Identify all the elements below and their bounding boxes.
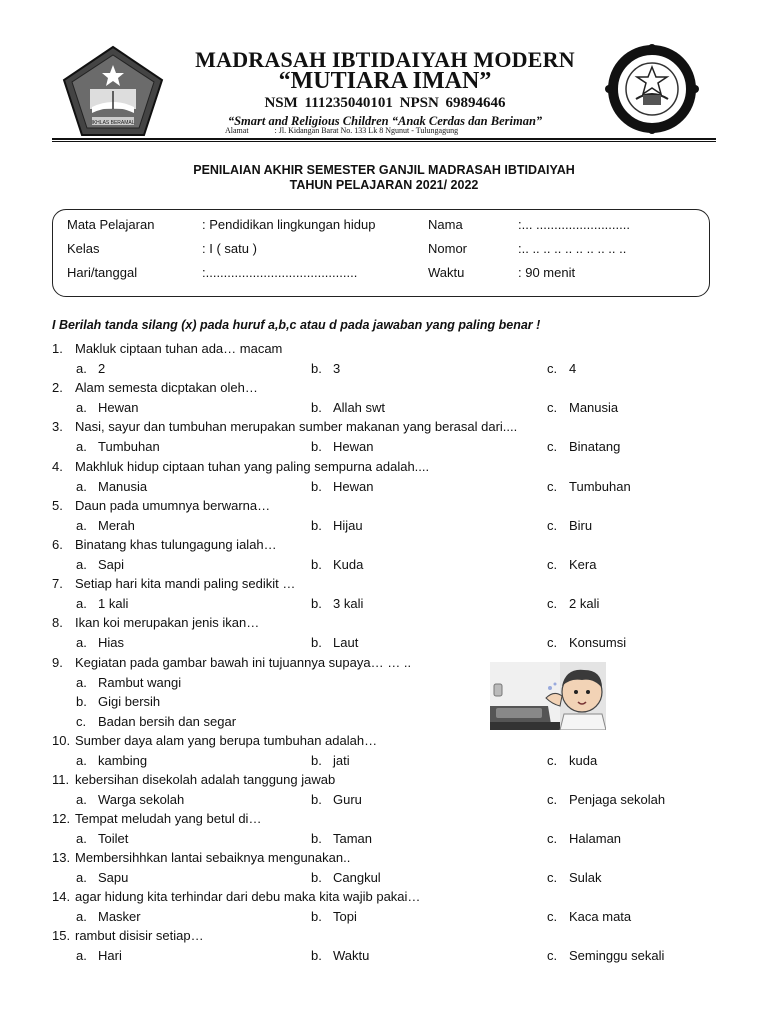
header-rule-thick (52, 138, 716, 140)
left-logo-caption: IKHLAS BERAMAL (91, 120, 135, 126)
question-number: 3. (52, 419, 63, 434)
question-text: agar hidung kita terhindar dari debu maka kita wajib pakai… (75, 889, 421, 904)
question-text: Kegiatan pada gambar bawah ini tujuannya supaya… … .. (75, 655, 412, 670)
address-value: : Jl. Kidangan Barat No. 133 Lk 8 Ngunut - Tulungagung (274, 126, 459, 135)
info-value: : Pendidikan lingkungan hidup (202, 217, 376, 232)
info-value: : 90 menit (518, 265, 576, 280)
option-a[interactable]: a. 1 kali (76, 596, 129, 611)
option-c[interactable]: c. Sulak (547, 870, 602, 885)
question-text: Makhluk hidup ciptaan tuhan yang paling sempurna adalah.... (75, 459, 430, 474)
question-text: Ikan koi merupakan jenis ikan… (75, 615, 260, 630)
option-a[interactable]: a. kambing (76, 753, 148, 768)
option-a[interactable]: a. Warga sekolah (76, 792, 185, 807)
child-washing-face-image (490, 662, 606, 730)
question-text: Sumber daya alam yang berupa tumbuhan adalah… (75, 733, 378, 748)
info-label: Hari/tanggal (67, 265, 138, 280)
info-row (53, 217, 709, 237)
question-text: Alam semesta dicptakan oleh… (75, 380, 258, 395)
option-a[interactable]: a. Hias (76, 635, 125, 650)
question-number: 15. (52, 928, 71, 943)
option-b[interactable]: b. 3 (311, 361, 341, 376)
exam-title-line2: TAHUN PELAJARAN 2021/ 2022 (289, 178, 479, 192)
question-number: 12. (52, 811, 71, 826)
option-b[interactable]: b. 3 kali (311, 596, 364, 611)
question-number: 5. (52, 498, 63, 513)
option-c[interactable]: c. Kaca mata (547, 909, 632, 924)
question-number: 4. (52, 459, 63, 474)
option-c[interactable]: c. Seminggu sekali (547, 948, 665, 963)
question-text: Nasi, sayur dan tumbuhan merupakan sumber makanan yang berasal dari.... (75, 419, 518, 434)
option-a[interactable]: a. Tumbuhan (76, 439, 160, 454)
option-c[interactable]: c. Penjaga sekolah (547, 792, 666, 807)
option-b[interactable]: b. Hewan (311, 479, 374, 494)
date-field[interactable]: :.......................................... (202, 265, 358, 280)
question-text: Makluk ciptaan tuhan ada… macam (75, 341, 283, 356)
info-label: Nomor (428, 241, 468, 256)
school-name-line1: MADRASAH IBTIDAIYAH MODERN (195, 47, 575, 72)
option-b[interactable]: b. Allah swt (311, 400, 386, 415)
option-b[interactable]: b. Guru (311, 792, 362, 807)
school-registration-numbers: NSM 111235040101 NPSN 69894646 (264, 95, 506, 111)
option-c[interactable]: c. Biru (547, 518, 593, 533)
student-info-box (52, 209, 710, 297)
option-b[interactable]: b. jati (311, 753, 350, 768)
option-c[interactable]: c. Badan bersih dan segar (76, 714, 237, 729)
option-c[interactable]: c. Halaman (547, 831, 622, 846)
question-number: 13. (52, 850, 71, 865)
question-text: Setiap hari kita mandi paling sedikit … (75, 576, 296, 591)
option-b[interactable]: b. Hijau (311, 518, 363, 533)
exam-title-line1: PENILAIAN AKHIR SEMESTER GANJIL MADRASAH IBTIDAIYAH (193, 163, 575, 177)
school-motto: “Smart and Religious Children “Anak Cerdas dan Beriman” (227, 114, 543, 128)
question-text: rambut disisir setiap… (75, 928, 204, 943)
school-address (225, 126, 458, 135)
option-b[interactable]: b. Gigi bersih (76, 694, 161, 709)
info-value: : I ( satu ) (202, 241, 257, 256)
option-c[interactable]: c. 2 kali (547, 596, 600, 611)
option-a[interactable]: a. Merah (76, 518, 135, 533)
kemenag-logo-icon (58, 43, 168, 139)
option-a[interactable]: a. Masker (76, 909, 141, 924)
question-number: 11. (52, 772, 70, 787)
address-label: Alamat (225, 126, 249, 135)
info-label: Waktu (428, 265, 465, 280)
option-c[interactable]: c. kuda (547, 753, 598, 768)
option-a[interactable]: a. Hari (76, 948, 122, 963)
number-field[interactable]: :.. .. .. .. .. .. .. .. .. .. (518, 241, 627, 256)
header-rule-thin (52, 141, 716, 142)
option-c[interactable]: c. Kera (547, 557, 597, 572)
option-c[interactable]: c. Manusia (547, 400, 619, 415)
option-a[interactable]: a. Toilet (76, 831, 129, 846)
question-text: Tempat meludah yang betul di… (75, 811, 262, 826)
option-c[interactable]: c. 4 (547, 361, 577, 376)
option-a[interactable]: a. Hewan (76, 400, 139, 415)
option-a[interactable]: a. Sapi (76, 557, 125, 572)
question-text: kebersihan disekolah adalah tanggung jawab (75, 772, 336, 787)
school-name-line2: “MUTIARA IMAN” (278, 68, 492, 94)
question-text: Daun pada umumnya berwarna… (75, 498, 271, 513)
school-logo-icon (603, 43, 701, 135)
info-row (53, 241, 709, 261)
question-number: 8. (52, 615, 63, 630)
question-number: 7. (52, 576, 63, 591)
info-row (53, 265, 709, 285)
option-c[interactable]: c. Binatang (547, 439, 621, 454)
question-number: 9. (52, 655, 63, 670)
info-label: Kelas (67, 241, 100, 256)
option-a[interactable]: a. Manusia (76, 479, 148, 494)
option-b[interactable]: b. Kuda (311, 557, 364, 572)
option-a[interactable]: a. Rambut wangi (76, 675, 182, 690)
info-label: Nama (428, 217, 463, 232)
option-b[interactable]: b. Hewan (311, 439, 374, 454)
option-b[interactable]: b. Taman (311, 831, 373, 846)
question-number: 6. (52, 537, 63, 552)
question-text: Membersihhkan lantai sebaiknya mengunakan.. (75, 850, 351, 865)
question-text: Binatang khas tulungagung ialah… (75, 537, 277, 552)
option-b[interactable]: b. Cangkul (311, 870, 381, 885)
option-c[interactable]: c. Konsumsi (547, 635, 627, 650)
name-field[interactable]: :... .......................... (518, 217, 630, 232)
question-number: 14. (52, 889, 71, 904)
option-c[interactable]: c. Tumbuhan (547, 479, 631, 494)
question-number: 2. (52, 380, 63, 395)
option-b[interactable]: b. Laut (311, 635, 359, 650)
option-a[interactable]: a. 2 (76, 361, 106, 376)
info-label: Mata Pelajaran (67, 217, 155, 232)
option-b[interactable]: b. Topi (311, 909, 357, 924)
option-b[interactable]: b. Waktu (311, 948, 370, 963)
question-number: 1. (52, 341, 63, 356)
question-number: 10. (52, 733, 71, 748)
option-a[interactable]: a. Sapu (76, 870, 129, 885)
instructions: I Berilah tanda silang (x) pada huruf a,b,c atau d pada jawaban yang paling benar ! (52, 318, 541, 332)
